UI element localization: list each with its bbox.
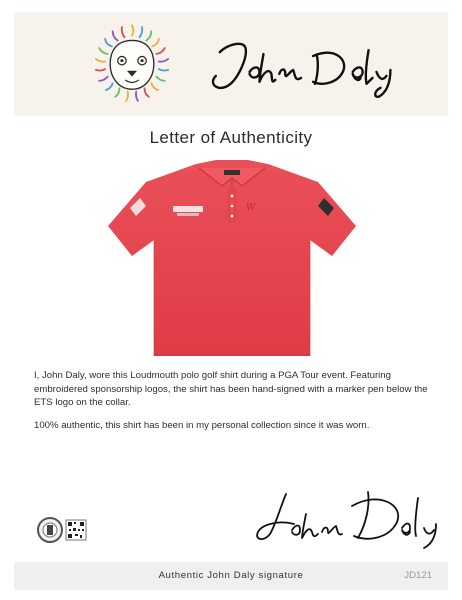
lion-face-icon <box>90 22 174 106</box>
footer-signature <box>246 484 446 550</box>
footer-band <box>14 562 448 590</box>
polo-shirt-icon <box>96 158 368 358</box>
header-signature <box>198 26 436 102</box>
authentication-hologram-icon <box>36 512 88 548</box>
document-id: JD121 <box>404 570 432 581</box>
body-paragraph-1: I, John Daly, wore this Loudmouth polo golf shirt during a PGA Tour event. Featuring embroidered sponsorship logos, the shirt has been hand-signed with a marker pen below the ETS logo on the collar. <box>34 370 428 408</box>
svg-text:W: W <box>246 203 256 213</box>
page-title: Letter of Authenticity <box>149 128 313 147</box>
footer-caption: Authentic John Daly signature <box>158 570 304 581</box>
letter-body <box>34 369 444 441</box>
body-paragraph-2: 100% authentic, this shirt has been in my personal collection since it was worn. <box>34 419 370 431</box>
